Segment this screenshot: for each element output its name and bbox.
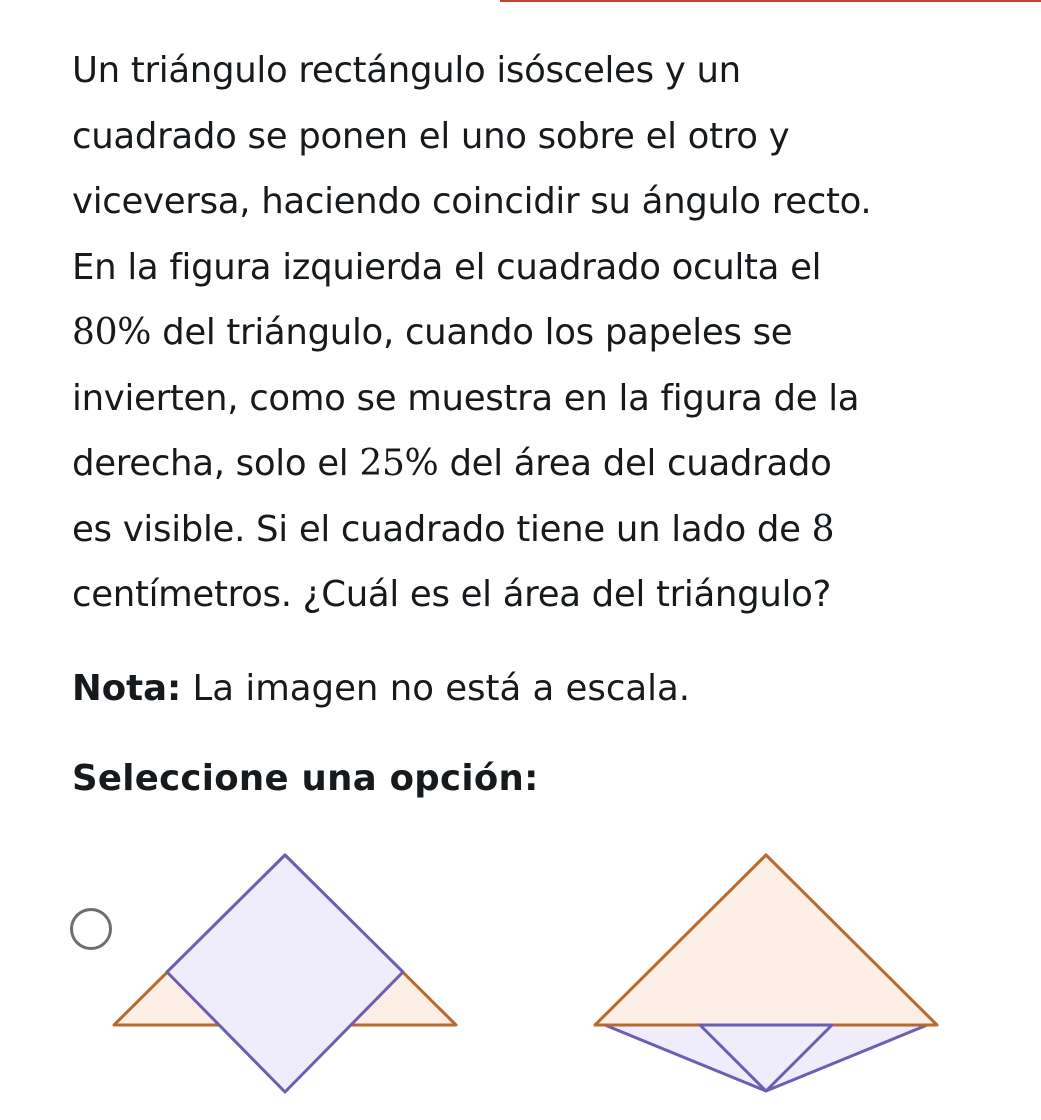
side-length-math: 8 (811, 508, 835, 550)
problem-text: del área del cuadrado (438, 443, 832, 484)
problem-line: viceversa, haciendo coincidir su ángulo recto. (72, 181, 872, 222)
problem-line: centímetros. ¿Cuál es el área del triángulo? (72, 574, 832, 615)
percent-80-math: 80% (72, 312, 152, 353)
percent-25-math: 25% (359, 443, 439, 484)
problem-line: invierten, como se muestra en la figura de la (72, 377, 860, 419)
right-triangle (595, 855, 937, 1025)
note-label: Nota: (72, 668, 182, 709)
note-text: La imagen no está a escala. (181, 668, 691, 709)
left-figure (114, 855, 456, 1092)
right-figure (595, 855, 937, 1091)
problem-line: cuadrado se ponen el uno sobre el otro y (72, 115, 790, 157)
problem-line: Un triángulo rectángulo isósceles y un (72, 50, 741, 91)
problem-text: del triángulo, cuando los papeles se (151, 312, 793, 353)
left-square (167, 855, 403, 1092)
problem-line: En la figura izquierda el cuadrado oculta el (72, 246, 822, 288)
problem-text: derecha, solo el (72, 443, 360, 484)
problem-text: es visible. Si el cuadrado tiene un lado de (72, 508, 812, 550)
select-option-prompt: Seleccione una opción: (72, 758, 539, 799)
